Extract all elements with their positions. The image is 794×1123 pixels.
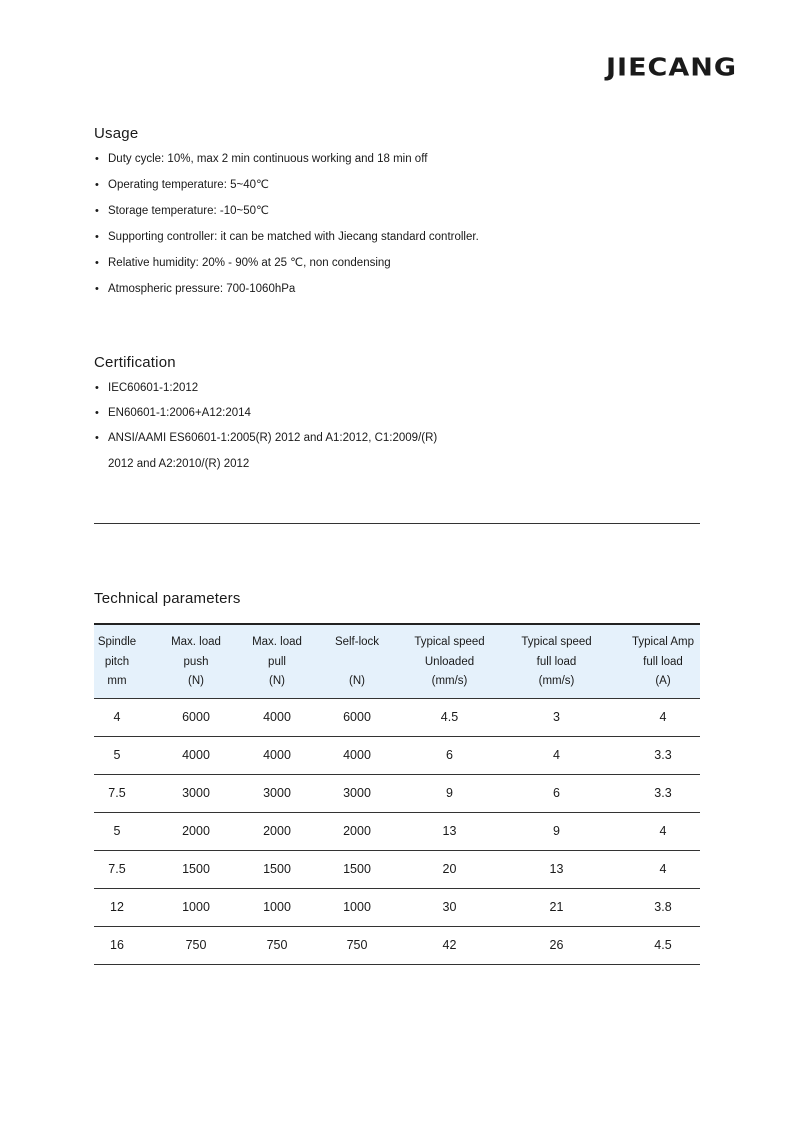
table-row bbox=[94, 812, 700, 850]
cell-self-lock: 6000 bbox=[302, 698, 412, 736]
certification-item bbox=[94, 431, 700, 471]
header-line: (N) bbox=[188, 675, 204, 687]
certification-list bbox=[94, 381, 700, 471]
table-row bbox=[94, 736, 700, 774]
cell-amp-full-load: 3.3 bbox=[626, 736, 700, 774]
cell-max-load-push: 3000 bbox=[140, 774, 252, 812]
certification-section bbox=[94, 354, 700, 482]
cell-max-load-pull: 3000 bbox=[252, 774, 302, 812]
cell-max-load-pull: 1000 bbox=[252, 888, 302, 926]
usage-list bbox=[94, 152, 700, 308]
cell-max-load-push: 1000 bbox=[140, 888, 252, 926]
cell-max-load-pull: 4000 bbox=[252, 736, 302, 774]
cell-max-load-pull: 1500 bbox=[252, 850, 302, 888]
cell-max-load-push: 2000 bbox=[140, 812, 252, 850]
header-line: full load bbox=[536, 655, 577, 668]
cell-speed-unloaded: 9 bbox=[412, 774, 487, 812]
cell-self-lock: 2000 bbox=[302, 812, 412, 850]
cell-speed-unloaded: 13 bbox=[412, 812, 487, 850]
cell-amp-full-load: 4.5 bbox=[626, 926, 700, 964]
certification-title: Certification bbox=[94, 354, 176, 371]
header-line: pitch bbox=[104, 655, 130, 668]
cell-speed-full-load: 21 bbox=[487, 888, 626, 926]
cell-max-load-pull: 4000 bbox=[252, 698, 302, 736]
usage-item-supporting-controller: • Supporting controller: it can be matched with Jiecang standard controller. bbox=[94, 230, 700, 256]
cell-spindle-pitch: 7.5 bbox=[94, 850, 140, 888]
header-max-load-push bbox=[140, 624, 252, 698]
cell-self-lock: 3000 bbox=[302, 774, 412, 812]
cell-speed-unloaded: 4.5 bbox=[412, 698, 487, 736]
cell-amp-full-load: 4 bbox=[626, 850, 700, 888]
cell-speed-full-load: 3 bbox=[487, 698, 626, 736]
cell-max-load-pull: 2000 bbox=[252, 812, 302, 850]
cell-spindle-pitch: 5 bbox=[94, 736, 140, 774]
cell-spindle-pitch: 16 bbox=[94, 926, 140, 964]
cell-self-lock: 1000 bbox=[302, 888, 412, 926]
header-line: Spindle bbox=[97, 636, 137, 648]
cell-max-load-push: 750 bbox=[140, 926, 252, 964]
header-line: Typical Amp bbox=[632, 636, 694, 648]
header-line: pull bbox=[268, 655, 286, 668]
cell-spindle-pitch: 12 bbox=[94, 888, 140, 926]
table-row bbox=[94, 850, 700, 888]
usage-item-relative-humidity: • Relative humidity: 20% - 90% at 25 ℃, non condensing bbox=[94, 256, 700, 282]
cell-max-load-push: 1500 bbox=[140, 850, 252, 888]
usage-item-operating-temperature: • Operating temperature: 5~40℃ bbox=[94, 178, 700, 204]
cell-speed-unloaded: 42 bbox=[412, 926, 487, 964]
cell-speed-full-load: 9 bbox=[487, 812, 626, 850]
technical-parameters-section bbox=[94, 590, 700, 965]
certification-item-text: EN60601-1:2006+A12:2014 bbox=[108, 407, 251, 419]
header-self-lock bbox=[302, 624, 412, 698]
cell-max-load-pull: 750 bbox=[252, 926, 302, 964]
header-line: (N) bbox=[349, 675, 365, 687]
header-typical-speed-unloaded bbox=[412, 624, 487, 698]
certification-item-text: IEC60601-1:2012 bbox=[108, 382, 199, 394]
table-row bbox=[94, 926, 700, 964]
header-line: (A) bbox=[655, 675, 671, 687]
brand-logo: JIECANG bbox=[605, 53, 737, 82]
cell-speed-unloaded: 30 bbox=[412, 888, 487, 926]
header-line: (N) bbox=[269, 675, 285, 687]
usage-title: Usage bbox=[94, 125, 139, 142]
usage-item-duty-cycle: • Duty cycle: 10%, max 2 min continuous working and 18 min off bbox=[94, 152, 700, 178]
header-line: mm bbox=[107, 675, 127, 687]
cell-self-lock: 750 bbox=[302, 926, 412, 964]
certification-item bbox=[94, 381, 700, 395]
usage-item-storage-temperature: • Storage temperature: -10~50℃ bbox=[94, 204, 700, 230]
header-line: (mm/s) bbox=[538, 675, 575, 687]
table-row bbox=[94, 888, 700, 926]
header-line: Self-lock bbox=[334, 636, 380, 648]
section-divider bbox=[94, 523, 700, 524]
header-line: Unloaded bbox=[424, 655, 475, 668]
cell-self-lock: 4000 bbox=[302, 736, 412, 774]
cell-speed-unloaded: 20 bbox=[412, 850, 487, 888]
header-typical-speed-full-load bbox=[487, 624, 626, 698]
cell-amp-full-load: 4 bbox=[626, 812, 700, 850]
header-max-load-pull bbox=[252, 624, 302, 698]
cell-speed-full-load: 13 bbox=[487, 850, 626, 888]
certification-item-continuation: 2012 and A2:2010/(R) 2012 bbox=[108, 458, 250, 470]
cell-amp-full-load: 3.8 bbox=[626, 888, 700, 926]
header-typical-amp-full-load bbox=[626, 624, 700, 698]
technical-parameters-table bbox=[94, 623, 700, 965]
cell-amp-full-load: 4 bbox=[626, 698, 700, 736]
header-line: full load bbox=[643, 655, 683, 668]
certification-item-text: ANSI/AAMI ES60601-1:2005(R) 2012 and A1:2012, C1:2009/(R) bbox=[108, 432, 438, 444]
usage-section bbox=[94, 125, 700, 308]
technical-parameters-title: Technical parameters bbox=[94, 590, 241, 607]
header-line: push bbox=[183, 655, 209, 668]
cell-self-lock: 1500 bbox=[302, 850, 412, 888]
cell-max-load-push: 6000 bbox=[140, 698, 252, 736]
cell-speed-full-load: 4 bbox=[487, 736, 626, 774]
table-row bbox=[94, 698, 700, 736]
header-line: Typical speed bbox=[414, 636, 485, 648]
cell-speed-full-load: 26 bbox=[487, 926, 626, 964]
cell-spindle-pitch: 5 bbox=[94, 812, 140, 850]
cell-spindle-pitch: 7.5 bbox=[94, 774, 140, 812]
table-header-row bbox=[94, 624, 700, 698]
cell-speed-unloaded: 6 bbox=[412, 736, 487, 774]
cell-speed-full-load: 6 bbox=[487, 774, 626, 812]
cell-max-load-push: 4000 bbox=[140, 736, 252, 774]
usage-item-atmospheric-pressure: • Atmospheric pressure: 700-1060hPa bbox=[94, 282, 700, 308]
table-row bbox=[94, 774, 700, 812]
header-line: Typical speed bbox=[521, 636, 592, 648]
header-spindle-pitch bbox=[94, 624, 140, 698]
header-line: (mm/s) bbox=[431, 675, 468, 687]
cell-amp-full-load: 3.3 bbox=[626, 774, 700, 812]
cell-spindle-pitch: 4 bbox=[94, 698, 140, 736]
header-line: Max. load bbox=[252, 636, 302, 648]
header-line: Max. load bbox=[171, 636, 221, 648]
certification-item bbox=[94, 406, 700, 420]
